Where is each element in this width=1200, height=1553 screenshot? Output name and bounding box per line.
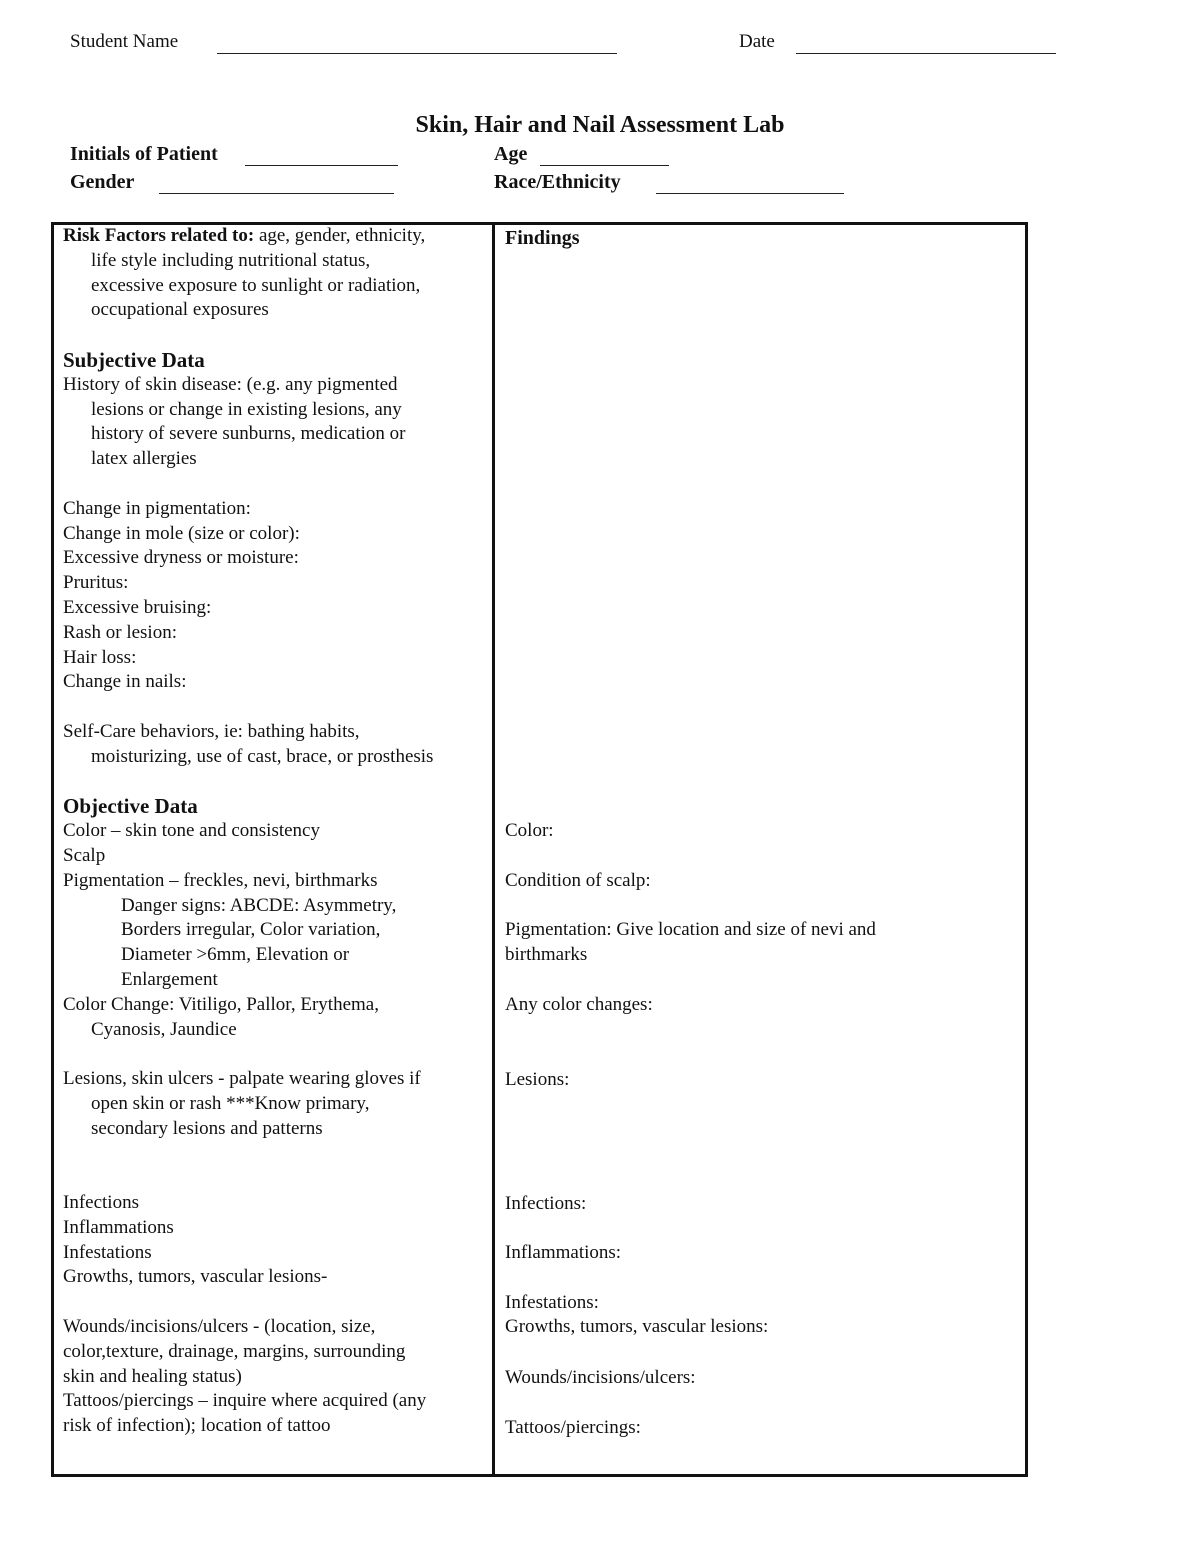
self-care-2: moisturizing, use of cast, brace, or prosthesis [91,745,434,767]
page-title: Skin, Hair and Nail Assessment Lab [415,112,785,138]
obj-growths: Growths, tumors, vascular lesions- [63,1266,328,1288]
student-name-label: Student Name [70,31,179,52]
date-label: Date [739,31,775,52]
finding-pigmentation-2: birthmarks [505,944,588,965]
wounds-1: Wounds/incisions/ulcers - (location, size, [63,1316,376,1338]
tattoo-1: Tattoos/piercings – inquire where acquired (any [63,1390,427,1412]
change-nails: Change in nails: [63,671,187,693]
finding-wounds[interactable]: Wounds/incisions/ulcers: [505,1367,696,1388]
risk-factors-text: age, gender, ethnicity, [254,225,426,246]
finding-tattoos[interactable]: Tattoos/piercings: [505,1417,641,1438]
findings-heading: Findings [505,227,580,249]
risk-factors-heading: Risk Factors related to: [63,225,255,246]
danger-1: Danger signs: ABCDE: Asymmetry, [121,894,397,916]
age-label: Age [494,143,528,165]
lesions-2: open skin or rash ***Know primary, [91,1092,370,1114]
danger-3: Diameter >6mm, Elevation or [121,944,350,966]
finding-growths[interactable]: Growths, tumors, vascular lesions: [505,1316,769,1337]
race-label: Race/Ethnicity [494,171,621,193]
dryness: Excessive dryness or moisture: [63,547,299,569]
subjective-heading: Subjective Data [63,347,205,372]
rash: Rash or lesion: [63,621,177,643]
pruritus: Pruritus: [63,572,129,594]
risk-text-4: occupational exposures [91,299,269,321]
history-4: latex allergies [91,448,197,470]
wounds-2: color,texture, drainage, margins, surrounding [63,1340,406,1362]
finding-color-changes[interactable]: Any color changes: [505,994,653,1015]
finding-infestations[interactable]: Infestations: [505,1292,599,1313]
lesions-1: Lesions, skin ulcers - palpate wearing gloves if [63,1068,421,1090]
student-name-field[interactable] [217,53,617,54]
risk-factors-line [63,224,487,249]
obj-inflammations: Inflammations [63,1216,174,1238]
gender-label: Gender [70,171,135,193]
danger-4: Enlargement [121,968,218,990]
left-column [63,224,487,1439]
hair-loss: Hair loss: [63,646,137,668]
finding-lesions[interactable]: Lesions: [505,1069,570,1090]
change-pigmentation: Change in pigmentation: [63,497,251,519]
column-divider [492,222,495,1474]
initials-field[interactable] [245,165,398,166]
wounds-3: skin and healing status) [63,1365,242,1387]
history-3: history of severe sunburns, medication or [91,423,406,445]
age-field[interactable] [540,165,669,166]
finding-infections[interactable]: Infections: [505,1193,587,1214]
obj-scalp: Scalp [63,844,106,866]
gender-field[interactable] [159,193,394,194]
color-change-1: Color Change: Vitiligo, Pallor, Erythema, [63,993,379,1015]
race-field[interactable] [656,193,844,194]
bruising: Excessive bruising: [63,596,212,618]
finding-color[interactable]: Color: [505,820,554,841]
objective-heading: Objective Data [63,794,198,819]
self-care-1: Self-Care behaviors, ie: bathing habits, [63,720,360,742]
obj-color: Color – skin tone and consistency [63,820,320,842]
initials-label: Initials of Patient [70,143,218,165]
change-mole: Change in mole (size or color): [63,522,300,544]
history-1: History of skin disease: (e.g. any pigmented [63,373,398,395]
finding-inflammations[interactable]: Inflammations: [505,1242,622,1263]
lesions-3: secondary lesions and patterns [91,1117,323,1139]
risk-text-3: excessive exposure to sunlight or radiation, [91,274,421,296]
risk-text-2: life style including nutritional status, [91,249,371,271]
obj-pigmentation: Pigmentation – freckles, nevi, birthmarks [63,869,378,891]
finding-scalp[interactable]: Condition of scalp: [505,870,651,891]
tattoo-2: risk of infection); location of tattoo [63,1415,331,1437]
obj-infestations: Infestations [63,1241,152,1263]
date-field[interactable] [796,53,1056,54]
history-2: lesions or change in existing lesions, any [91,398,402,420]
finding-pigmentation-1[interactable]: Pigmentation: Give location and size of nevi and [505,919,876,940]
obj-infections: Infections [63,1192,139,1214]
danger-2: Borders irregular, Color variation, [121,919,381,941]
color-change-2: Cyanosis, Jaundice [91,1018,237,1040]
